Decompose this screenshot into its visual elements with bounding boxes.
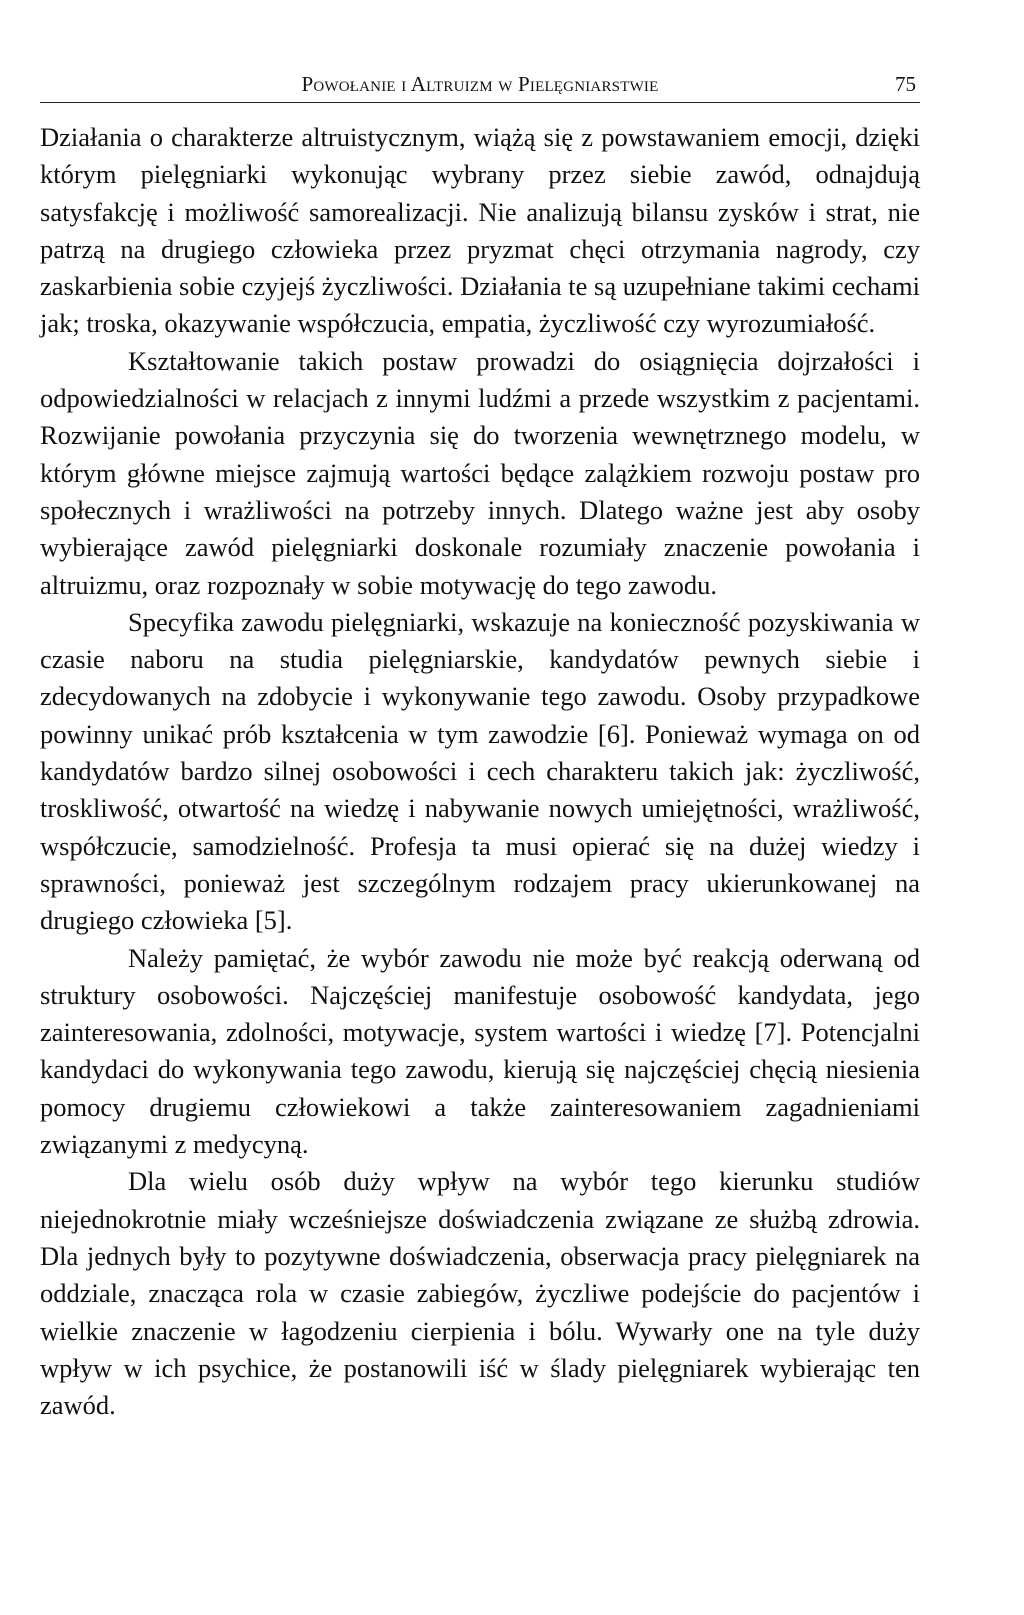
paragraph: Należy pamiętać, że wybór zawodu nie może być reakcją oderwaną od struktury osobowości. Najczęściej manifestuje osobowość kandydata, jego zainteresowania, zdolności, motywacje, system wartości i wiedzę [7]. Potencjalni kandydaci do wykonywania tego zawodu, kierują się najczęściej chęcią niesienia pomocy drugiemu człowiekowi a także zainteresowaniem zagadnieniami związanymi z medycyną.	[40, 942, 920, 1160]
page-number: 75	[895, 72, 916, 96]
paragraph: Kształtowanie takich postaw prowadzi do osiągnięcia dojrzałości i odpowiedzialności w relacjach z innymi ludźmi a przede wszystkim z pacjentami. Rozwijanie powołania przyczynia się do tworzenia wewnętrznego modelu, w którym główne miejsce zajmują wartości będące zalążkiem rozwoju postaw pro społecznych i wrażliwości na potrzeby innych. Dlatego ważne jest aby osoby wybierające zawód pielęgniarki doskonale rozumiały znaczenie powołania i altruizmu, oraz rozpoznały w sobie motywację do tego zawodu.	[40, 345, 920, 600]
paragraph: Działania o charakterze altruistycznym, wiążą się z powstawaniem emocji, dzięki którym pielęgniarki wykonując wybrany przez siebie zawód, odnajdują satysfakcję i możliwość samorealizacji. Nie analizują bilansu zysków i strat, nie patrzą na drugiego człowieka przez pryzmat chęci otrzymania nagrody, czy zaskarbienia sobie czyjejś życzliwości. Działania te są uzupełniane takimi cechami jak; troska, okazywanie współczucia, empatia, życzliwość czy wyrozumiałość.	[40, 122, 920, 339]
paragraph: Dla wielu osób duży wpływ na wybór tego kierunku studiów niejednokrotnie miały wcześniejsze doświadczenia związane ze służbą zdrowia. Dla jednych były to pozytywne doświadczenia, obserwacja pracy pielęgniarek na oddziale, znacząca rola w czasie zabiegów, życzliwe podejście do pacjentów i wielkie znaczenie w łagodzeniu cierpienia i bólu. Wywarły one na tyle duży wpływ w ich psychice, że postanowili iść w ślady pielęgniarek wybierając ten zawód.	[40, 1166, 920, 1421]
book-page	[40, 62, 920, 1424]
running-header	[40, 62, 920, 103]
body-text	[40, 119, 920, 1424]
paragraph: Specyfika zawodu pielęgniarki, wskazuje na konieczność pozyskiwania w czasie naboru na studia pielęgniarskie, kandydatów pewnych siebie i zdecydowanych na zdobycie i wykonywanie tego zawodu. Osoby przypadkowe powinny unikać prób kształcenia w tym zawodzie [6]. Ponieważ wymaga on od kandydatów bardzo silnej osobowości i cech charakteru takich jak: życzliwość, troskliwość, otwartość na wiedzę i nabywanie nowych umiejętności, wrażliwość, współczucie, samodzielność. Profesja ta musi opierać się na dużej wiedzy i sprawności, ponieważ jest szczególnym rodzajem pracy ukierunkowanej na drugiego człowieka [5].	[40, 606, 920, 936]
running-header-title: Powołanie i Altruizm w Pielęgniarstwie	[301, 72, 659, 96]
